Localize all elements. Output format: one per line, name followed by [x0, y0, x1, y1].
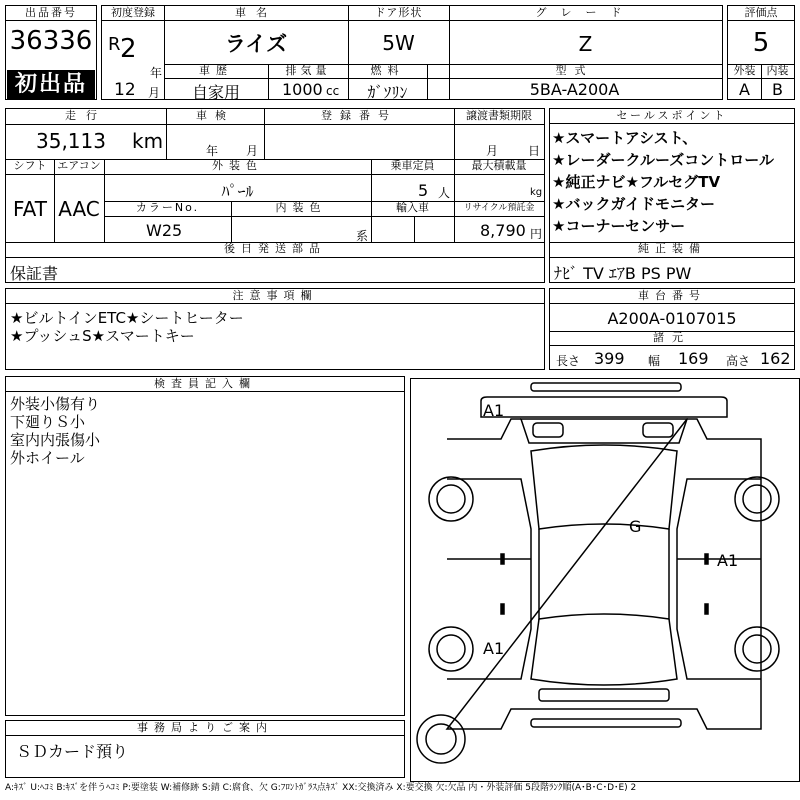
office-box	[5, 720, 405, 778]
height: 162	[760, 349, 791, 368]
height-label: 高さ	[726, 354, 751, 368]
sales-point: ★スマートアシスト、	[552, 129, 698, 147]
grade: Z	[578, 32, 593, 56]
first-listing-text: 初出品	[14, 72, 87, 97]
chassis-label: 車台番号	[550, 289, 794, 304]
note-line: ★プッシュS★スマートキー	[10, 327, 195, 345]
lot-number-box	[5, 5, 97, 100]
car-name-label: 車名	[235, 6, 277, 19]
sales-point: ★バックガイドモニター	[552, 195, 715, 213]
first-listing-badge	[7, 70, 95, 99]
damage-mark-rear-left: A1	[483, 639, 505, 658]
ac: AAC	[58, 197, 100, 221]
office-label: 事務局よりご案内	[6, 721, 404, 736]
fuel: ｶﾞｿﾘﾝ	[367, 83, 408, 102]
damage-mark-right: A1	[717, 551, 739, 570]
transfer-month-unit: 月	[486, 144, 499, 158]
inspector-line: 外装小傷有り	[10, 395, 101, 413]
transfer-deadline-label: 譲渡書類期限	[466, 109, 532, 122]
inspection-year-unit: 年	[206, 144, 219, 158]
sales-points-label: セールスポイント	[550, 109, 794, 124]
capacity-unit: 人	[438, 186, 451, 200]
load-label: 最大積載量	[471, 159, 527, 172]
parts-label: 後日発送部品	[224, 242, 326, 255]
capacity-label: 乗車定員	[390, 159, 435, 172]
inspector-box	[5, 376, 405, 716]
fuel-label: 燃料	[370, 64, 405, 77]
notes-box	[5, 288, 545, 370]
inspector-label: 検査員記入欄	[6, 377, 404, 392]
inspector-lines	[10, 395, 100, 467]
shift-label: シフト	[13, 159, 47, 172]
chassis-box	[549, 288, 795, 370]
notes-lines	[10, 309, 244, 345]
displacement: 1000	[282, 80, 323, 99]
car-diagram-svg	[411, 379, 797, 779]
mileage-unit: km	[132, 129, 164, 153]
registration-year: 2	[120, 34, 137, 64]
car-name: ライズ	[224, 32, 288, 56]
notes-label: 注意事項欄	[6, 289, 544, 304]
exterior-grade: A	[739, 80, 750, 99]
header-grid	[101, 5, 723, 100]
load-unit: kg	[530, 187, 543, 198]
legend-footer: A:ｷｽﾞ U:ﾍｺﾐ B:ｷｽﾞを伴うﾍｺﾐ P:要塗装 W:補修跡 S:錆 C:腐食、欠 G:ﾌﾛﾝﾄｶﾞﾗｽ点ｷｽﾞ XX:交換済み X:要交換 欠:欠品 内・外装評価 5段階ﾗﾝｸ順(A･B･C･D･E) 2	[5, 783, 637, 793]
reg-number-label: 登録番号	[321, 109, 397, 122]
sales-point: ★純正ナビ★フルセグTV	[552, 173, 721, 191]
sales-point: ★コーナーセンサー	[552, 217, 686, 235]
ac-label: エアコン	[57, 159, 101, 172]
mileage: 35,113	[36, 129, 106, 153]
ext-color-label: 外装色	[212, 159, 263, 172]
office-value: ＳＤカード預り	[16, 742, 129, 761]
damage-mark-glass: G	[629, 517, 642, 536]
displacement-unit: cc	[326, 84, 340, 98]
equipment-value: ﾅﾋﾞ TV ｴｱB PS PW	[554, 264, 692, 283]
equipment-label: 純正装備	[638, 242, 706, 255]
int-color-label: 内装色	[275, 201, 327, 214]
width: 169	[678, 349, 709, 368]
length: 399	[594, 349, 625, 368]
detail-grid	[5, 108, 545, 283]
sales-points-list	[552, 127, 794, 237]
width-label: 幅	[648, 354, 661, 368]
sales-point: ★レーダークルーズコントロール	[552, 151, 774, 169]
damage-mark-front: A1	[483, 401, 505, 420]
grade-label: グレード	[535, 6, 636, 19]
model: 5BA-A200A	[529, 80, 620, 99]
dims-label: 諸元	[653, 331, 691, 344]
model-label: 型式	[555, 64, 594, 77]
recycle-fee: 8,790	[480, 221, 526, 240]
parts-value: 保証書	[10, 264, 59, 283]
month-unit: 月	[148, 86, 161, 100]
registration-month: 12	[114, 80, 136, 100]
era: R	[108, 34, 121, 55]
transfer-day-unit: 日	[528, 144, 541, 158]
color-number-label: カラーNo.	[135, 201, 200, 214]
damage-diagram	[410, 378, 800, 782]
note-line: ★ビルトインETC★シートヒーター	[10, 309, 244, 327]
shift: FAT	[12, 197, 47, 221]
interior-label: 内装	[766, 64, 789, 77]
import-label: 輸入車	[396, 201, 429, 214]
interior-grade: B	[772, 80, 783, 99]
capacity: 5	[418, 181, 429, 200]
score-box	[727, 5, 795, 100]
lot-number-label: 出品番号	[6, 6, 96, 21]
lot-number: 36336	[9, 26, 93, 56]
year-unit: 年	[150, 66, 163, 80]
inspector-line: 外ホイール	[10, 449, 85, 467]
sales-points-box	[549, 108, 795, 283]
door-label: ドア形状	[374, 6, 423, 19]
int-color-unit: 系	[356, 229, 369, 243]
recycle-unit: 円	[530, 227, 543, 241]
history-label: 車歴	[199, 64, 233, 77]
inspection-month-unit: 月	[246, 144, 259, 158]
door-type: 5W	[382, 31, 415, 55]
color-number: W25	[146, 221, 183, 240]
chassis-number: A200A-0107015	[607, 309, 737, 328]
inspector-line: 下廻りＳ小	[10, 413, 86, 431]
score-label: 評価点	[728, 6, 794, 21]
length-label: 長さ	[556, 354, 581, 368]
recycle-label: リサイクル預託金	[463, 203, 535, 213]
mileage-label: 走行	[65, 109, 107, 122]
first-registration-label: 初度登録	[111, 6, 155, 19]
score: 5	[752, 28, 770, 58]
displacement-label: 排気量	[285, 64, 331, 77]
inspection-label: 車検	[196, 109, 234, 122]
history: 自家用	[191, 83, 240, 102]
ext-color: ﾊﾟｰﾙ	[221, 182, 254, 201]
inspector-line: 室内内張傷小	[10, 431, 101, 449]
exterior-label: 外装	[733, 64, 756, 77]
